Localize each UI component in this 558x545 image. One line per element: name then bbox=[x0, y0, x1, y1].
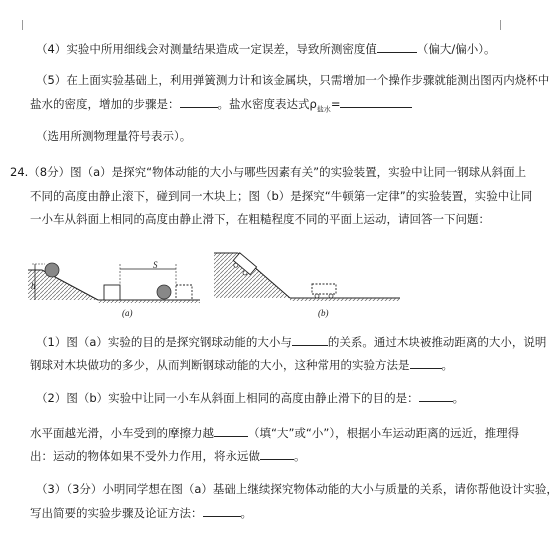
steel-ball-at-block bbox=[157, 285, 171, 299]
question-24-line-1: 24.（8分）图（a）是探究“物体动能的大小与哪些因素有关”的实验装置，实验中让同一钢球从斜面上 bbox=[10, 165, 527, 179]
subquestion-1-period: 。 bbox=[441, 358, 453, 372]
subquestion-2-line-2 bbox=[30, 425, 519, 440]
answer-blank-1a[interactable] bbox=[292, 334, 328, 346]
rho-subscript: 盐水 bbox=[316, 105, 331, 114]
figure-a-caption: (a) bbox=[122, 308, 133, 318]
subquestion-1-line-1 bbox=[36, 334, 546, 349]
subquestion-2-line-3 bbox=[30, 448, 306, 463]
answer-blank-1b[interactable] bbox=[410, 357, 442, 369]
answer-blank-4[interactable] bbox=[377, 41, 417, 53]
question-5-step-prompt: 盐水的密度，增加的步骤是： bbox=[30, 97, 180, 111]
question-5-line-1: （5）在上面实验基础上，利用弹簧测力计和该金属块，只需增加一个操作步骤就能测出图丙内烧杯中 bbox=[36, 73, 550, 87]
subquestion-3-line-1: （3）（3分）小明同学想在图（a）基础上继续探究物体动能的大小与质量的关系，请你帮他设计实验， bbox=[36, 482, 558, 496]
subquestion-3-period: 。 bbox=[240, 506, 252, 520]
subquestion-1-line-2 bbox=[30, 357, 453, 372]
figure-b-caption: (b) bbox=[318, 308, 329, 318]
figure-b-newton-first-law-setup bbox=[214, 253, 400, 318]
subquestion-2-text-a: （2）图（b）实验中让同一小车从斜面上相同的高度由静止滑下的目的是： bbox=[36, 391, 419, 405]
answer-blank-2c[interactable] bbox=[260, 448, 294, 460]
subquestion-1-text-a: （1）图（a）实验的目的是探究钢球动能的大小与 bbox=[36, 335, 292, 349]
answer-blank-3[interactable] bbox=[203, 505, 241, 517]
answer-blank-5-expression[interactable] bbox=[340, 96, 412, 108]
question-5-line-3: （选用所测物理量符号表示）。 bbox=[36, 129, 192, 143]
answer-blank-2a[interactable] bbox=[419, 390, 453, 402]
question-4-options: （偏大/偏小）。 bbox=[416, 42, 496, 56]
figure-a-kinetic-energy-setup bbox=[28, 260, 200, 318]
answer-blank-2b[interactable] bbox=[214, 425, 248, 437]
subquestion-1-text-b: 的关系。通过木块被推动距离的大小，说明 bbox=[327, 335, 547, 349]
question-24-line-2: 不同的高度由静止滚下，碰到同一木块上；图（b）是探究“牛顿第一定律”的实验装置，实验中让同 bbox=[30, 189, 533, 203]
equals-sign: = bbox=[330, 97, 341, 111]
subquestion-2-period: 。 bbox=[452, 391, 465, 405]
question-4-text: （4）实验中所用细线会对测量结果造成一定误差，导致所测密度值 bbox=[36, 42, 377, 56]
subquestion-1-text-c: 钢球对木块做功的多少，从而判断钢球动能的大小，这种常用的实验方法是 bbox=[30, 358, 410, 372]
wooden-block-moved bbox=[176, 285, 192, 300]
question-4-line bbox=[36, 41, 495, 56]
subquestion-2-text-b: 水平面越光滑，小车受到的摩擦力越 bbox=[30, 426, 214, 440]
question-24-line-3: 一小车从斜面上相同的高度由静止滑下，在粗糙程度不同的平面上运动，请回答一下问题： bbox=[30, 212, 490, 226]
question-5-line-2 bbox=[30, 96, 412, 116]
subquestion-3-line-2 bbox=[30, 505, 252, 520]
subquestion-2-text-d: 出：运动的物体如果不受外力作用，将永远做 bbox=[30, 449, 260, 463]
page-corner-mark-top-right bbox=[500, 20, 511, 30]
subquestion-2-line-1 bbox=[36, 390, 464, 405]
steel-ball-on-slope bbox=[45, 263, 59, 277]
subquestion-2-text-c: （填“大”或“小”），根据小车运动距离的远近，推理得 bbox=[248, 426, 520, 440]
height-label-h: h bbox=[31, 281, 36, 291]
cart-on-surface bbox=[312, 284, 336, 298]
question-5-expression-prompt: 。盐水密度表达式ρ bbox=[217, 97, 317, 111]
experiment-figures bbox=[0, 250, 522, 320]
distance-label-s: S bbox=[153, 260, 158, 270]
answer-blank-5-step[interactable] bbox=[180, 96, 218, 108]
wooden-block-initial bbox=[104, 285, 120, 300]
subquestion-3-text-b: 写出简要的实验步骤及论证方法： bbox=[30, 506, 203, 520]
page-corner-mark-top-left bbox=[12, 20, 23, 30]
subquestion-2-final-period: 。 bbox=[294, 449, 306, 463]
